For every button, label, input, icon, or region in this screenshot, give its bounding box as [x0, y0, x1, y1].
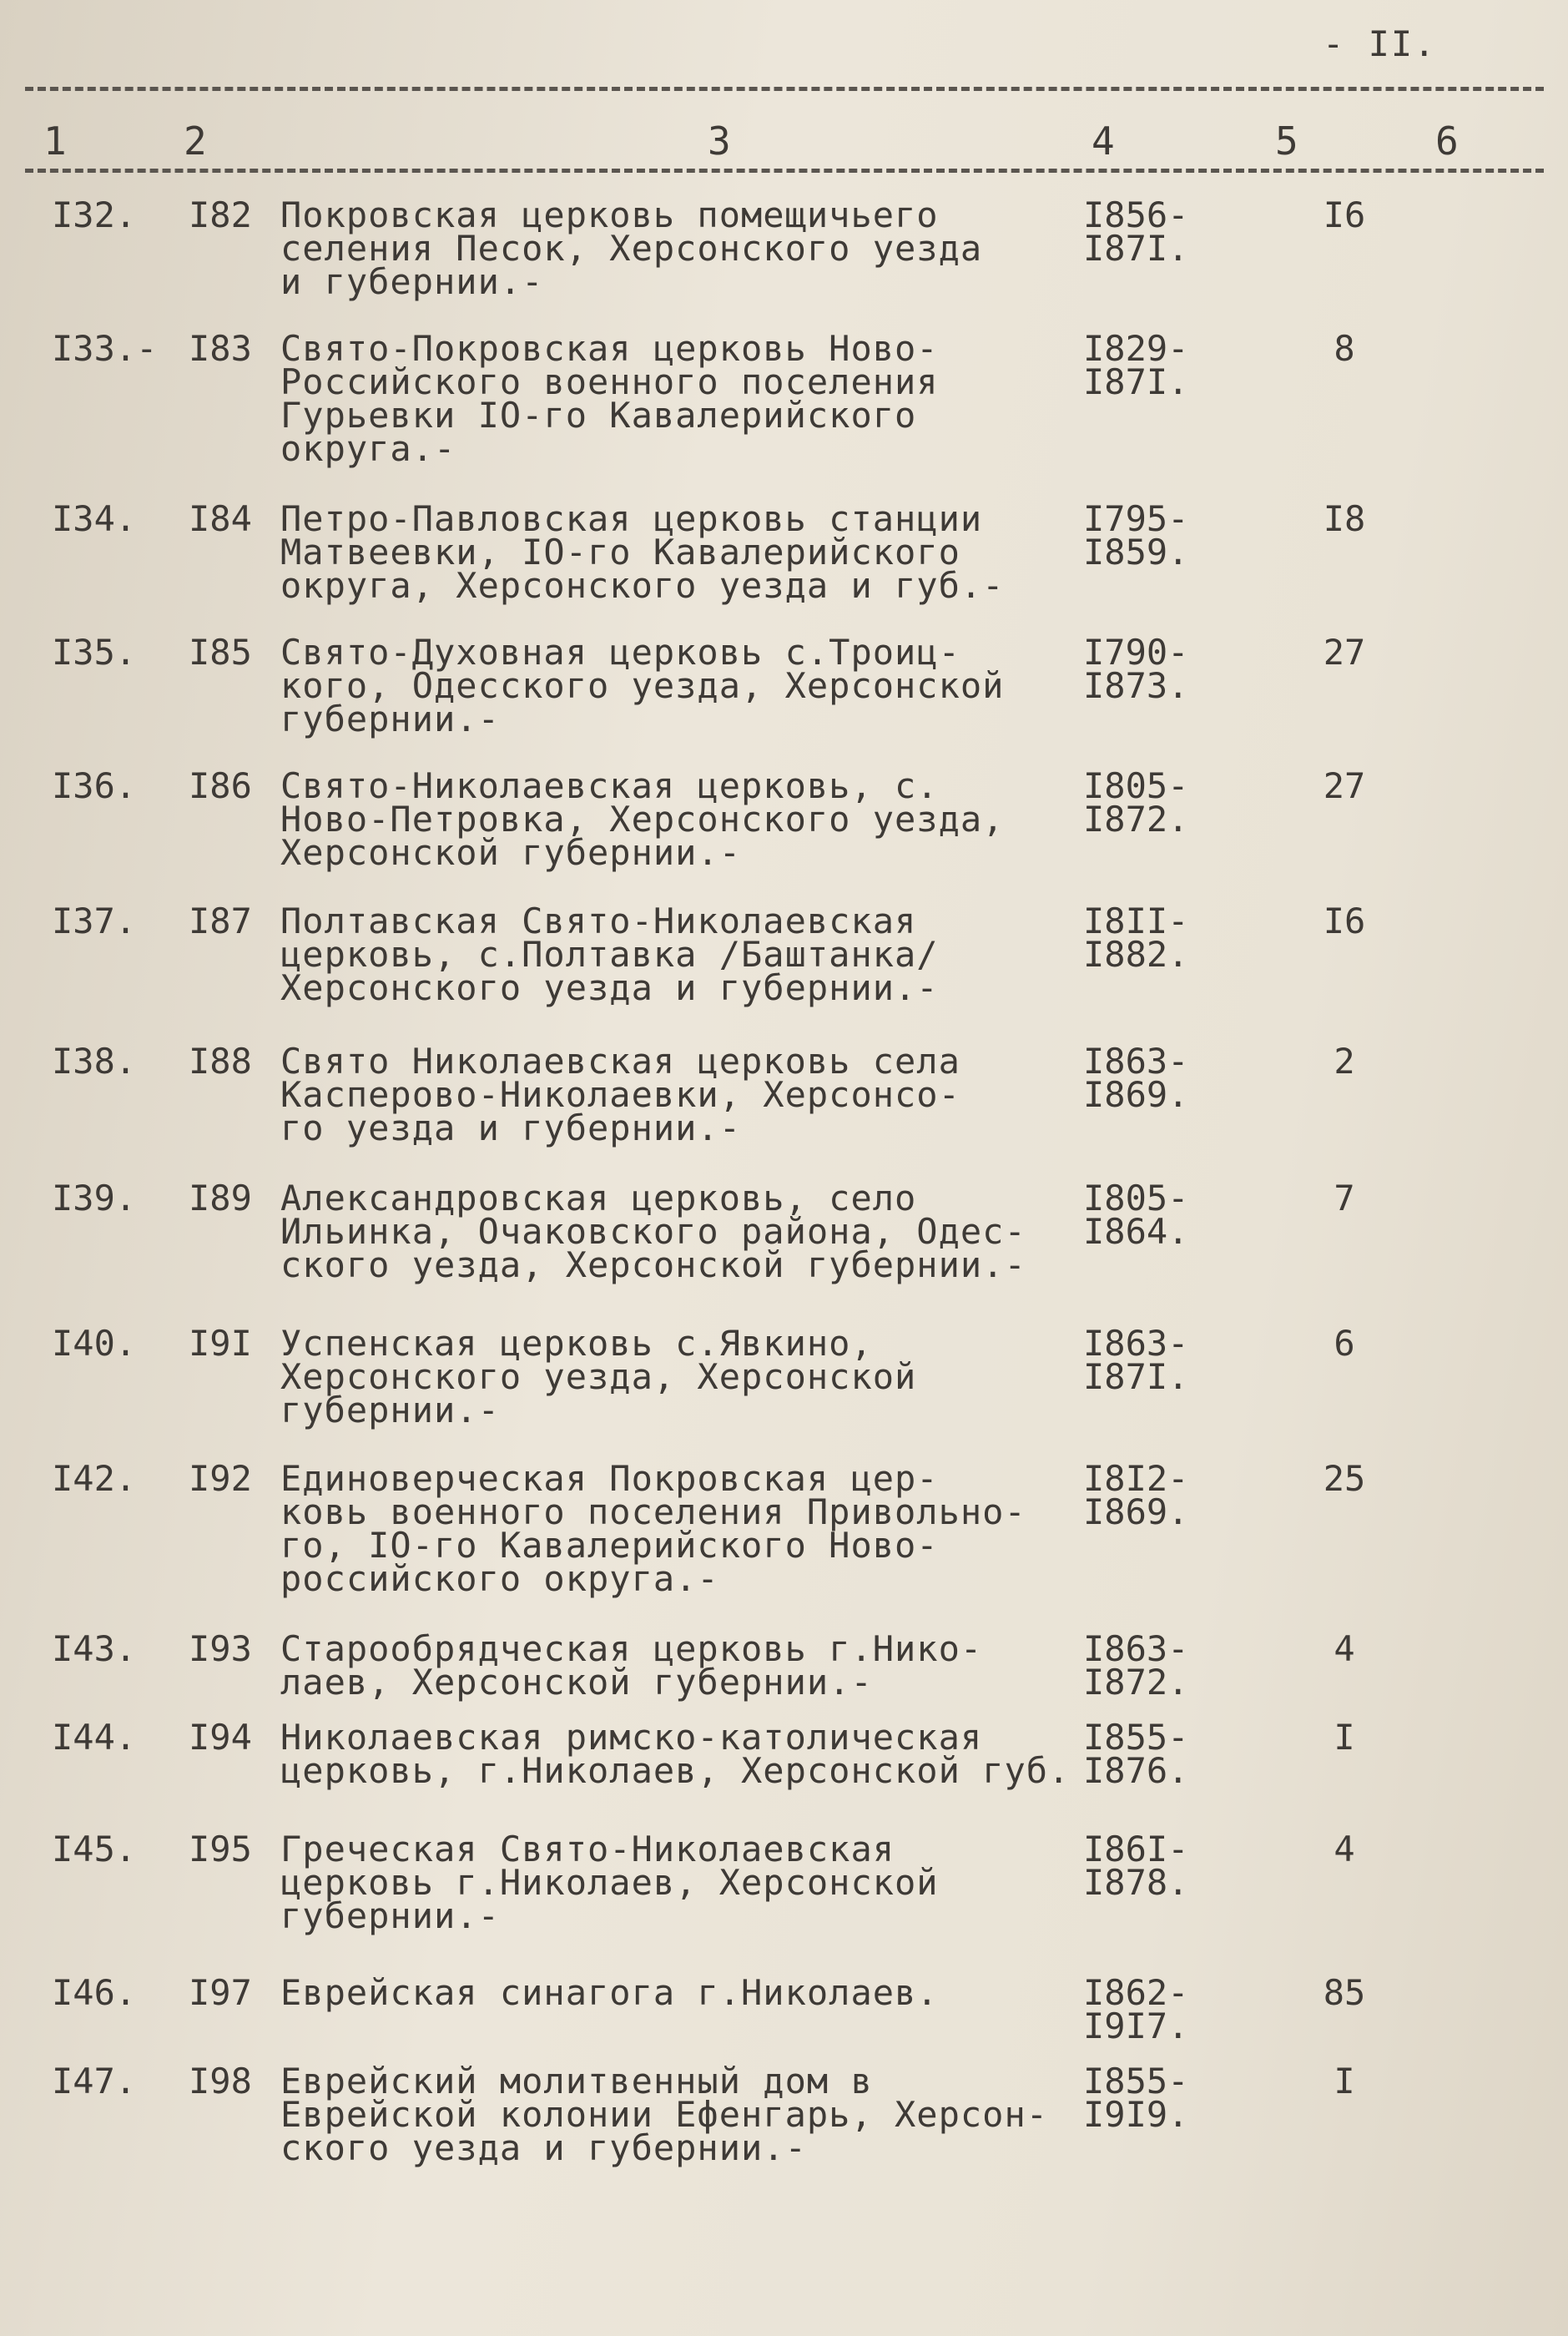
column-header-6: 6	[1435, 119, 1459, 164]
entry-number: I33.-	[52, 328, 158, 369]
file-number: I93	[189, 1628, 252, 1669]
column-header-1: 1	[43, 119, 67, 164]
file-title: Свято-Николаевская церковь, с. Ново-Петровка, Херсонского уезда, Херсонской губернии.-	[280, 765, 1005, 873]
sheet-count: 7	[1334, 1178, 1355, 1218]
date-range: I863- I869.	[1083, 1041, 1189, 1115]
file-number: I92	[189, 1458, 252, 1499]
sheet-count: 6	[1334, 1323, 1355, 1364]
file-title: Греческая Свято-Николаевская церковь г.Николаев, Херсонской губернии.-	[280, 1829, 939, 1936]
sheet-count: I8	[1323, 498, 1366, 539]
entry-number: I43.	[52, 1628, 137, 1669]
date-range: I805- I872.	[1083, 765, 1189, 840]
date-range: I795- I859.	[1083, 498, 1189, 573]
file-number: I98	[189, 2061, 252, 2101]
sheet-count: 4	[1334, 1829, 1355, 1869]
file-title: Единоверческая Покровская цер- ковь военного поселения Привольно- го, IO-го Кавалерийского Ново- российского округа.-	[280, 1458, 1026, 1599]
column-header-4: 4	[1092, 119, 1115, 164]
date-range: I86I- I878.	[1083, 1829, 1189, 1903]
column-header-5: 5	[1275, 119, 1298, 164]
entry-number: I47.	[52, 2061, 137, 2101]
entry-number: I35.	[52, 632, 137, 673]
file-title: Старообрядческая церковь г.Нико- лаев, Херсонской губернии.-	[280, 1628, 983, 1703]
file-number: I85	[189, 632, 252, 673]
file-number: I82	[189, 194, 252, 235]
date-range: I863- I872.	[1083, 1628, 1189, 1703]
sheet-count: 4	[1334, 1628, 1355, 1669]
file-title: Еврейский молитвенный дом в Еврейской колонии Ефенгарь, Херсон- ского уезда и губернии.-	[280, 2061, 1049, 2168]
entry-number: I36.	[52, 765, 137, 806]
sheet-count: I6	[1323, 901, 1366, 941]
entry-number: I45.	[52, 1829, 137, 1869]
date-range: I855- I9I9.	[1083, 2061, 1189, 2135]
file-number: I89	[189, 1178, 252, 1218]
file-number: I87	[189, 901, 252, 941]
entry-number: I42.	[52, 1458, 137, 1499]
entry-number: I46.	[52, 1972, 137, 2013]
date-range: I790- I873.	[1083, 632, 1189, 706]
file-title: Петро-Павловская церковь станции Матвеевки, IO-го Кавалерийского округа, Херсонского уезда и губ.-	[280, 498, 1005, 606]
file-title: Еврейская синагога г.Николаев.	[280, 1972, 939, 2013]
sheet-count: 85	[1323, 1972, 1366, 2013]
date-range: I829- I87I.	[1083, 328, 1189, 402]
entry-number: I39.	[52, 1178, 137, 1218]
file-title: Свято-Духовная церковь с.Троиц- кого, Одесского уезда, Херсонской губернии.-	[280, 632, 1005, 739]
date-range: I863- I87I.	[1083, 1323, 1189, 1397]
entry-number: I32.	[52, 194, 137, 235]
sheet-count: 27	[1323, 632, 1366, 673]
file-title: Успенская церковь с.Явкино, Херсонского уезда, Херсонской губернии.-	[280, 1323, 917, 1430]
sheet-count: 2	[1334, 1041, 1355, 1082]
sheet-count: 27	[1323, 765, 1366, 806]
file-number: I86	[189, 765, 252, 806]
file-title: Свято Николаевская церковь села Касперово-Николаевки, Херсонсо- го уезда и губернии.-	[280, 1041, 960, 1148]
file-title: Николаевская римско-католическая церковь, г.Николаев, Херсонской губ.	[280, 1717, 1071, 1791]
file-number: I84	[189, 498, 252, 539]
date-range: I805- I864.	[1083, 1178, 1189, 1252]
date-range: I855- I876.	[1083, 1717, 1189, 1791]
entry-number: I38.	[52, 1041, 137, 1082]
file-number: I88	[189, 1041, 252, 1082]
file-title: Александровская церковь, село Ильинка, Очаковского района, Одес- ского уезда, Херсонской губернии.-	[280, 1178, 1026, 1285]
sheet-count: 8	[1334, 328, 1355, 369]
column-header-3: 3	[708, 119, 731, 164]
date-range: I856- I87I.	[1083, 194, 1189, 269]
sheet-count: I	[1334, 1717, 1355, 1758]
entry-number: I44.	[52, 1717, 137, 1758]
file-title: Покровская церковь помещичьего селения Песок, Херсонского уезда и губернии.-	[280, 194, 983, 302]
date-range: I8II- I882.	[1083, 901, 1189, 975]
file-number: I94	[189, 1717, 252, 1758]
sheet-count: I	[1334, 2061, 1355, 2101]
entry-number: I37.	[52, 901, 137, 941]
file-number: I95	[189, 1829, 252, 1869]
file-number: I9I	[189, 1323, 252, 1364]
sheet-count: 25	[1323, 1458, 1366, 1499]
file-number: I83	[189, 328, 252, 369]
entry-number: I34.	[52, 498, 137, 539]
entry-number: I40.	[52, 1323, 137, 1364]
column-header-2: 2	[184, 119, 207, 164]
page-number: - II.	[1323, 23, 1437, 64]
file-number: I97	[189, 1972, 252, 2013]
date-range: I8I2- I869.	[1083, 1458, 1189, 1532]
sheet-count: I6	[1323, 194, 1366, 235]
file-title: Полтавская Свято-Николаевская церковь, с.Полтавка /Баштанка/ Херсонского уезда и губернии.-	[280, 901, 939, 1008]
date-range: I862- I9I7.	[1083, 1972, 1189, 2046]
file-title: Свято-Покровская церковь Ново- Российского военного поселения Гурьевки IO-го Кавалерийского округа.-	[280, 328, 939, 469]
